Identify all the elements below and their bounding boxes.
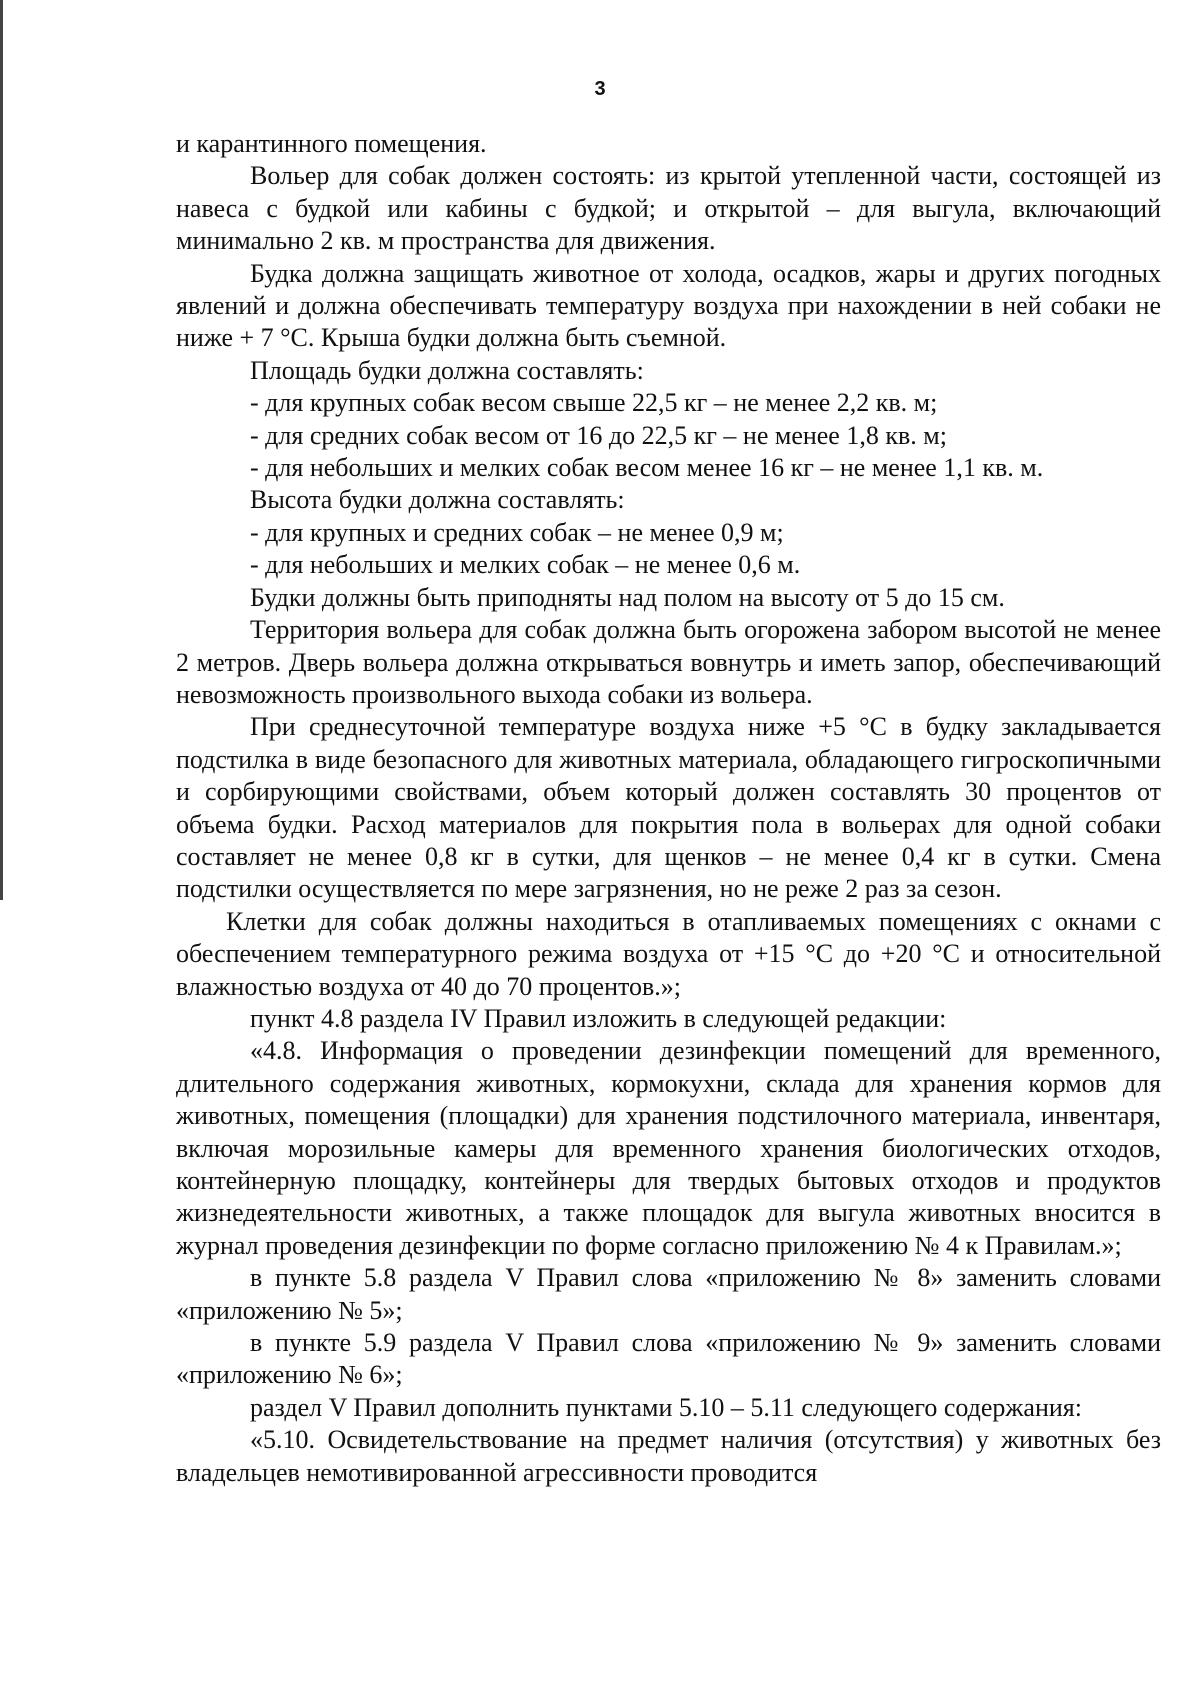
paragraph: Будка должна защищать животное от холода, осадков, жары и других погодных явлений и должна обеспечивать температуру воздуха при нахождении в ней собаки не ниже + 7 °С. Крыша будки должна быть съемной. bbox=[176, 258, 1161, 353]
page-number: 3 bbox=[594, 78, 606, 100]
paragraph: Будки должны быть приподняты над полом на высоту от 5 до 15 см. bbox=[250, 582, 1005, 612]
paragraph: и карантинного помещения. bbox=[176, 129, 487, 158]
paragraph: Высота будки должна составлять: bbox=[250, 485, 625, 515]
paragraph: Территория вольера для собак должна быть огорожена забором высотой не менее 2 метров. Дверь вольера должна открываться вовнутрь и иметь запор, обеспечивающий невозможность произвольного выхода собаки из вольера. bbox=[176, 615, 1161, 709]
paragraph: в пункте 5.8 раздела V Правил слова «приложению № 8» заменить словами «приложению № 5»; bbox=[176, 1263, 1161, 1325]
scan-edge bbox=[0, 0, 3, 900]
list-item: - для небольших и мелких собак весом менее 16 кг – не менее 1,1 кв. м. bbox=[250, 453, 1044, 483]
paragraph: Площадь будки должна составлять: bbox=[250, 355, 644, 385]
paragraph: Клетки для собак должны находиться в отапливаемых помещениях с окнами с обеспечением температурного режима воздуха от +15 °С до +20 °С и относительной влажностью воздуха от 40 до 70 процентов.»; bbox=[176, 906, 1161, 1001]
list-item: - для крупных собак весом свыше 22,5 кг – не менее 2,2 кв. м; bbox=[250, 388, 938, 418]
paragraph: пункт 4.8 раздела IV Правил изложить в следующей редакции: bbox=[250, 1003, 947, 1033]
paragraph: «4.8. Информация о проведении дезинфекции помещений для временного, длительного содержания животных, кормокухни, склада для хранения кормов для животных, помещения (площадки) для хранения подстилочного материала, инвентаря, включая морозильные камеры для временного хранения биологических отходов, контейнерную площадку, контейнеры для твердых бытовых отходов и продуктов жизнедеятельности животных, а также площадок для выгула животных вносится в журнал проведения дезинфекции по форме согласно приложению № 4 к Правилам.»; bbox=[176, 1036, 1161, 1260]
paragraph: раздел V Правил дополнить пунктами 5.10 – 5.11 следующего содержания: bbox=[250, 1392, 1082, 1422]
paragraph: «5.10. Освидетельствование на предмет наличия (отсутствия) у животных без владельцев немотивированной агрессивности проводится bbox=[176, 1425, 1161, 1487]
list-item: - для крупных и средних собак – не менее 0,9 м; bbox=[250, 517, 784, 547]
list-item: - для средних собак весом от 16 до 22,5 кг – не менее 1,8 кв. м; bbox=[250, 420, 947, 450]
paragraph: При среднесуточной температуре воздуха ниже +5 °С в будку закладывается подстилка в виде безопасного для животных материала, обладающего гигроскопичными и сорбирующими свойствами, объем который должен составлять 30 процентов от объема будки. Расход материалов для покрытия пола в вольерах для одной собаки составляет не менее 0,8 кг в сутки, для щенков – не менее 0,4 кг в сутки. Смена подстилки осуществляется по мере загрязнения, но не реже 2 раз за сезон. bbox=[176, 712, 1161, 904]
paragraph: Вольер для собак должен состоять: из крытой утепленной части, состоящей из навеса с будкой или кабины с будкой; и открытой – для выгула, включающий минимально 2 кв. м пространства для движения. bbox=[176, 161, 1161, 256]
document-body bbox=[176, 128, 1161, 1489]
list-item: - для небольших и мелких собак – не менее 0,6 м. bbox=[250, 550, 801, 580]
paragraph: в пункте 5.9 раздела V Правил слова «приложению № 9» заменить словами «приложению № 6»; bbox=[176, 1328, 1161, 1390]
